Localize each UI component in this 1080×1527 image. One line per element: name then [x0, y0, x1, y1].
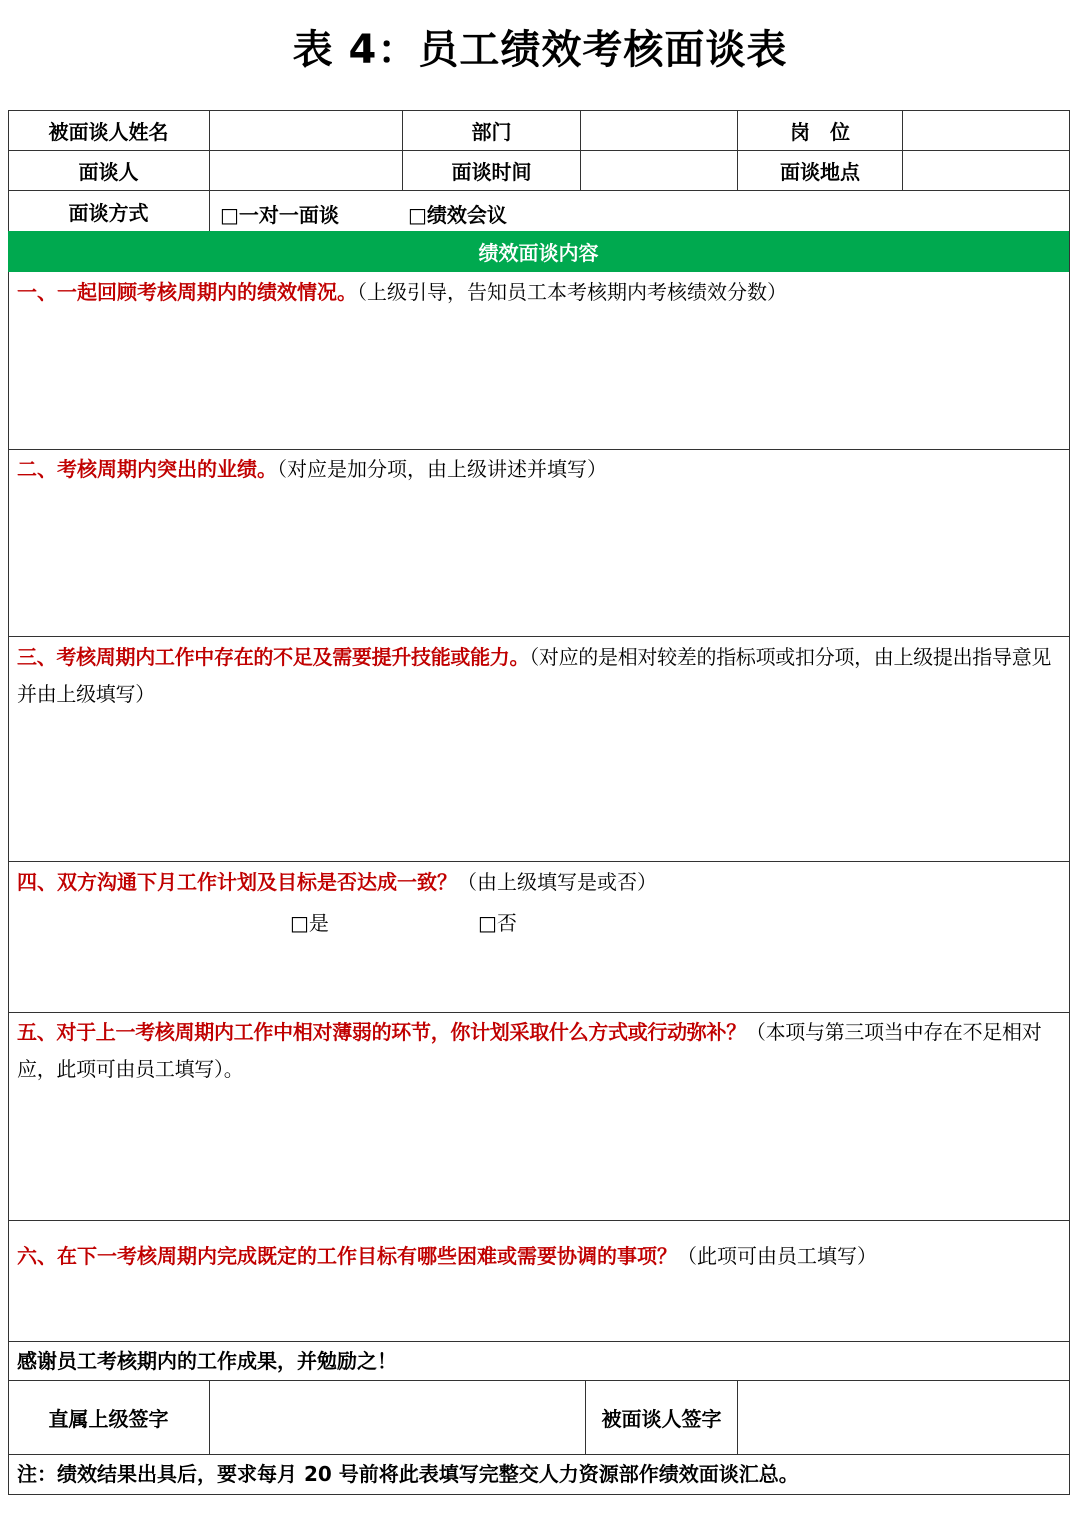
divider	[8, 449, 1070, 450]
divider	[8, 1012, 1070, 1013]
interview-place-label: 面谈地点	[780, 160, 860, 184]
interview-time-label: 面谈时间	[451, 160, 532, 184]
section-1-note: （上级引导，告知员工本考核期内考核绩效分数）	[357, 280, 787, 304]
method-option-meeting[interactable]: □绩效会议	[408, 203, 507, 227]
interview-place-field[interactable]	[903, 151, 1069, 190]
section-5-note: （本项与第三项当中存在不足相对应，此项可由员工填写）。	[17, 1020, 1042, 1081]
section-2[interactable]	[17, 451, 1065, 488]
section-3-note: （对应的是相对较差的指标项或扣分项，由上级提出指导意见并由上级填写）	[17, 645, 1052, 706]
supervisor-signature-field[interactable]	[210, 1381, 585, 1454]
section-4[interactable]	[17, 864, 1065, 901]
interviewee-signature-label: 被面谈人签字	[601, 1407, 722, 1431]
section-3[interactable]	[17, 639, 1065, 713]
section-4-title: 四、双方沟通下月工作计划及目标是否达成一致？	[17, 870, 457, 894]
section-5[interactable]	[17, 1014, 1065, 1088]
divider	[8, 1341, 1070, 1342]
department-field[interactable]	[581, 110, 737, 150]
supervisor-signature-label: 直属上级签字	[48, 1407, 169, 1431]
section-6[interactable]	[17, 1238, 1065, 1275]
interviewee-name-field[interactable]	[210, 110, 402, 150]
section-4-no-option[interactable]: □否	[478, 911, 517, 935]
department-label: 部门	[471, 119, 512, 144]
method-label: 面谈方式	[68, 200, 149, 225]
interviewer-label: 面谈人	[78, 160, 139, 184]
section-3-title: 三、考核周期内工作中存在的不足及需要提升技能或能力。	[17, 645, 530, 669]
section-6-note: （此项可由员工填写）	[677, 1244, 877, 1268]
thanks-text: 感谢员工考核期内的工作成果，并勉励之！	[17, 1349, 397, 1373]
section-1[interactable]	[17, 274, 1065, 311]
position-field[interactable]	[903, 110, 1069, 150]
divider	[8, 636, 1070, 637]
section-6-title: 六、在下一考核周期内完成既定的工作目标有哪些困难或需要协调的事项？	[17, 1244, 677, 1268]
section-5-title: 五、对于上一考核周期内工作中相对薄弱的环节，你计划采取什么方式或行动弥补？	[17, 1020, 746, 1044]
interviewee-name-label: 被面谈人姓名	[48, 119, 169, 144]
form-table	[8, 110, 1070, 1495]
section-4-note: （由上级填写是或否）	[457, 870, 657, 894]
interviewee-signature-field[interactable]	[738, 1381, 1069, 1454]
content-header: 绩效面谈内容	[8, 231, 1069, 272]
position-label: 岗 位	[790, 119, 850, 144]
interview-time-field[interactable]	[581, 151, 737, 190]
divider	[8, 1454, 1070, 1455]
divider	[8, 861, 1070, 862]
interviewer-field[interactable]	[210, 151, 402, 190]
section-4-yes-option[interactable]: □是	[290, 911, 329, 935]
section-2-note: （对应是加分项，由上级讲述并填写）	[277, 457, 607, 481]
method-option-one-on-one[interactable]: □一对一面谈	[220, 203, 339, 227]
section-1-title: 一、一起回顾考核周期内的绩效情况。	[17, 280, 357, 304]
footnote: 注：绩效结果出具后，要求每月 20 号前将此表填写完整交人力资源部作绩效面谈汇总。	[17, 1462, 799, 1486]
section-2-title: 二、考核周期内突出的业绩。	[17, 457, 277, 481]
divider	[8, 1220, 1070, 1221]
page-title: 表 4：员工绩效考核面谈表	[292, 27, 788, 73]
